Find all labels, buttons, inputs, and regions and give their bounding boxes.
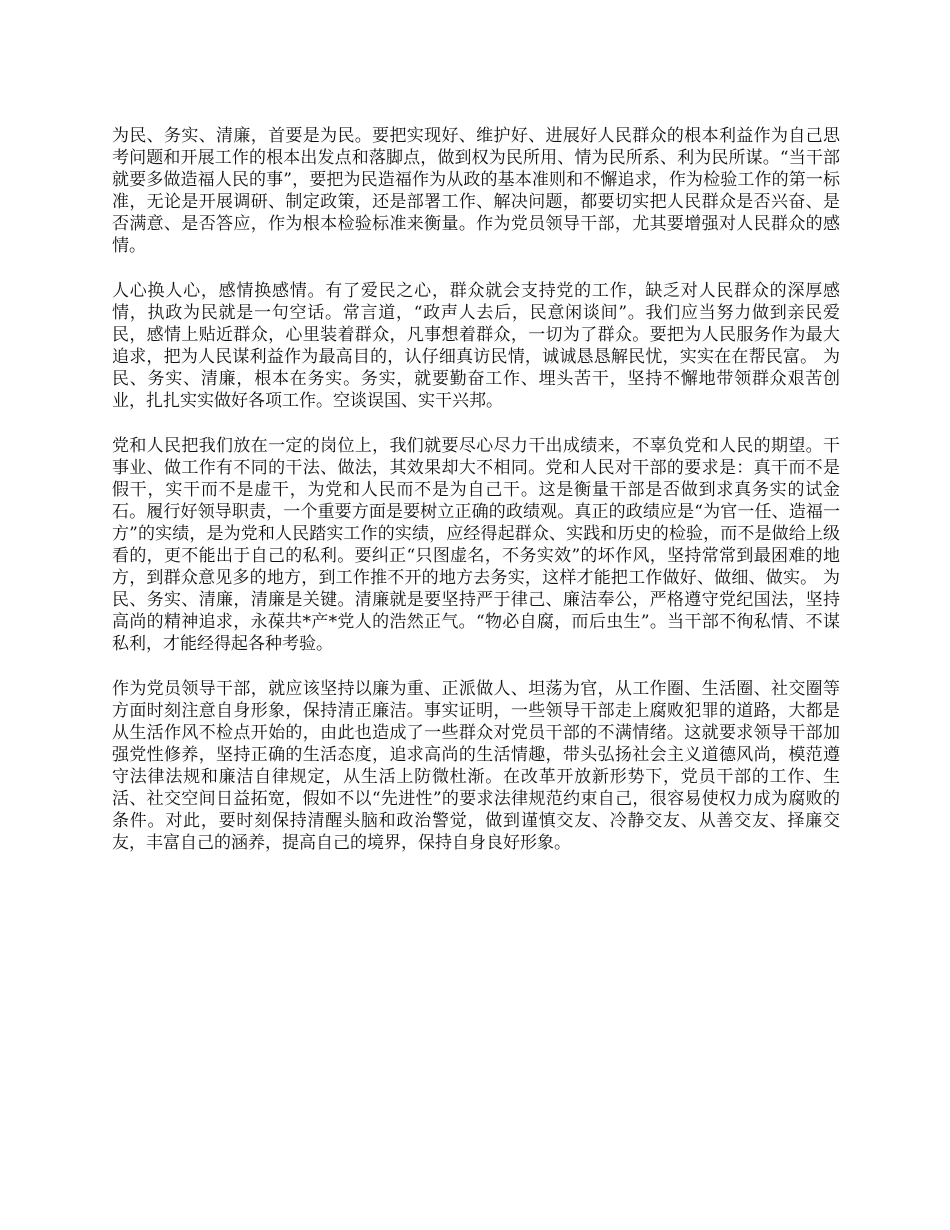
paragraph-1: 为民、务实、清廉，首要是为民。要把实现好、维护好、进展好人民群众的根本利益作为自己思考问题和开展工作的根本出发点和落脚点，做到权为民所用、情为民所系、利为民所谋。“当干部就要多做造福人民的事”，要把为民造福作为从政的基本准则和不懈追求，作为检验工作的第一标准，无论是开展调研、制定政策，还是部署工作、解决问题，都要切实把人民群众是否兴奋、是否满意、是否答应，作为根本检验标准来衡量。作为党员领导干部，尤其要增强对人民群众的感情。: [112, 126, 840, 256]
paragraph-2: 人心换人心，感情换感情。有了爱民之心，群众就会支持党的工作，缺乏对人民群众的深厚感情，执政为民就是一句空话。常言道，“政声人去后，民意闲谈间”。我们应当努力做到亲民爱民，感情上贴近群众，心里装着群众，凡事想着群众，一切为了群众。要把为人民服务作为最大追求，把为人民谋利益作为最高目的，认仔细真访民情，诚诚恳恳解民忧，实实在在帮民富。 为民、务实、清廉，根本在务实。务实，就要勤奋工作、埋头苦干，坚持不懈地带领群众艰苦创业，扎扎实实做好各项工作。空谈误国、实干兴邦。: [112, 281, 840, 411]
paragraph-4: 作为党员领导干部，就应该坚持以廉为重、正派做人、坦荡为官，从工作圈、生活圈、社交圈等方面时刻注意自身形象，保持清正廉洁。事实证明，一些领导干部走上腐败犯罪的道路，大都是从生活作风不检点开始的，由此也造成了一些群众对党员干部的不满情绪。这就要求领导干部加强党性修养，坚持正确的生活态度，追求高尚的生活情趣，带头弘扬社会主义道德风尚，模范遵守法律法规和廉洁自律规定，从生活上防微杜渐。在改革开放新形势下，党员干部的工作、生活、社交空间日益拓宽，假如不以“先进性”的要求法律规范约束自己，很容易使权力成为腐败的条件。对此，要时刻保持清醒头脑和政治警觉，做到谨慎交友、冷静交友、从善交友、择廉交友，丰富自己的涵养，提高自己的境界，保持自身良好形象。: [112, 679, 840, 853]
paragraph-3: 党和人民把我们放在一定的岗位上，我们就要尽心尽力干出成绩来，不辜负党和人民的期望。干事业、做工作有不同的干法、做法，其效果却大不相同。党和人民对干部的要求是：真干而不是假干，实干而不是虚干，为党和人民而不是为自己干。这是衡量干部是否做到求真务实的试金石。履行好领导职责，一个重要方面是要树立正确的政绩观。真正的政绩应是“为官一任、造福一方”的实绩，是为党和人民踏实工作的实绩，应经得起群众、实践和历史的检验，而不是做给上级看的，更不能出于自己的私利。要纠正“只图虚名，不务实效”的坏作风，坚持常常到最困难的地方，到群众意见多的地方，到工作推不开的地方去务实，这样才能把工作做好、做细、做实。 为民、务实、清廉，清廉是关键。清廉就是要坚持严于律己、廉洁奉公，严格遵守党纪国法，坚持高尚的精神追求，永葆共*产*党人的浩然正气。“物必自腐，而后虫生”。当干部不徇私情、不谋私利，才能经得起各种考验。: [112, 436, 840, 654]
document-body: [112, 125, 840, 877]
